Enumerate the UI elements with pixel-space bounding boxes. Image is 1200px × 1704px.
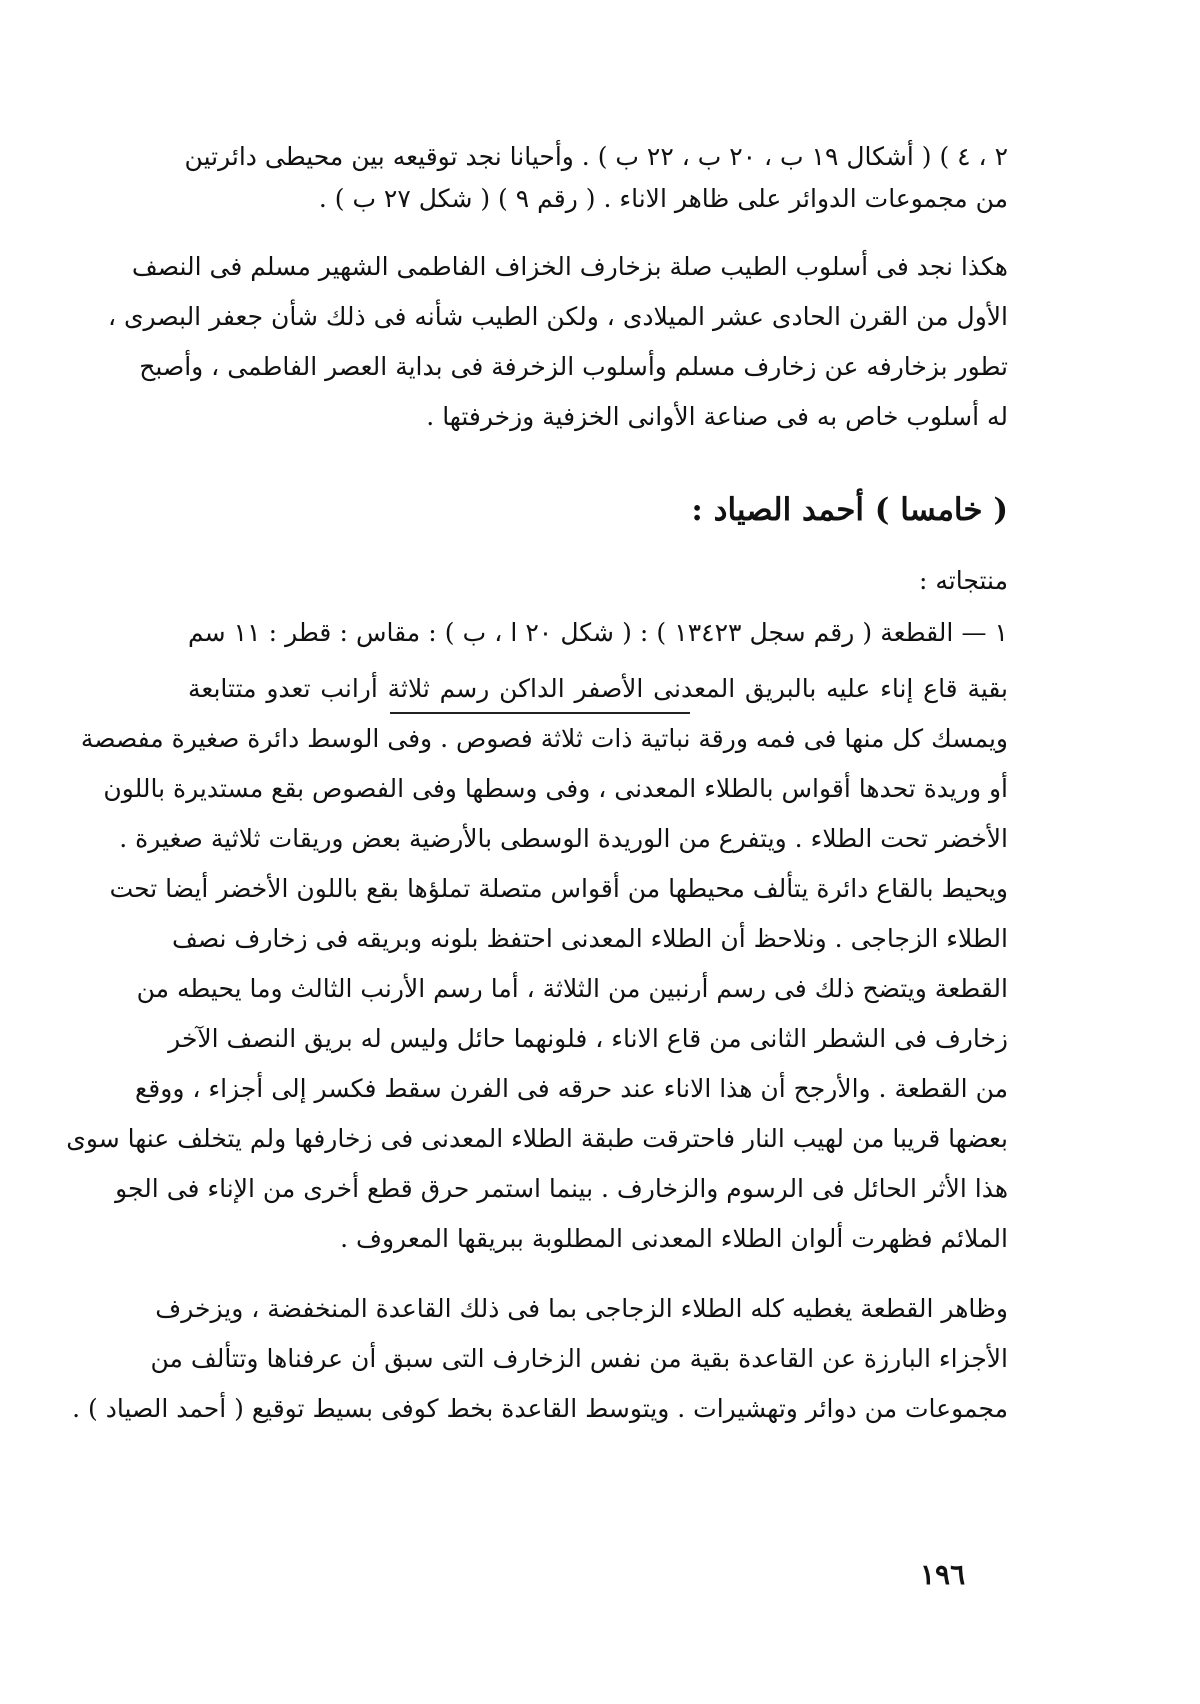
paragraph-tayyib — [107, 250, 1008, 450]
text-line: بقية قاع إناء عليه بالبريق المعدنى الأصفر الداكن رسم ثلاثة أرانب تعدو متتابعة — [188, 674, 1008, 703]
text-line: بعضها قريبا من لهيب النار فاحترقت طبقة الطلاء المعدنى فى زخارفها ولم يتخلف عنها سوى — [66, 1124, 1008, 1153]
text-line: له أسلوب خاص به فى صناعة الأوانى الخزفية وزخرفتها . — [426, 402, 1008, 431]
text-line: من القطعة . والأرجح أن هذا الاناء عند حرقه فى الفرن سقط فكسر إلى أجزاء ، ووقع — [134, 1074, 1008, 1103]
section-heading: ( خامسا ) أحمد الصياد : — [691, 492, 1008, 528]
text-line: تطور بزخارفه عن زخارف مسلم وأسلوب الزخرفة فى بداية العصر الفاطمى ، وأصبح — [139, 352, 1008, 381]
paragraph-intro — [184, 140, 1008, 220]
text-line: القطعة ويتضح ذلك فى رسم أرنبين من الثلاثة ، أما رسم الأرنب الثالث وما يحيطه من — [136, 974, 1008, 1003]
text-line: هكذا نجد فى أسلوب الطيب صلة بزخارف الخزاف الفاطمى الشهير مسلم فى النصف — [131, 252, 1008, 281]
paragraph-exterior — [72, 1292, 1008, 1452]
text-line: الطلاء الزجاجى . ونلاحظ أن الطلاء المعدنى احتفظ بلونه وبريقه فى زخارف نصف — [171, 924, 1008, 953]
text-line: مجموعات من دوائر وتهشيرات . ويتوسط القاعدة بخط كوفى بسيط توقيع ( أحمد الصياد ) . — [72, 1394, 1008, 1423]
text-line: ٢ ، ٤ ) ( أشكال ١٩ ب ، ٢٠ ب ، ٢٢ ب ) . وأحيانا نجد توقيعه بين محيطى دائرتين — [184, 142, 1008, 171]
text-line: الملائم فظهرت ألوان الطلاء المعدنى المطلوبة ببريقها المعروف . — [340, 1224, 1008, 1253]
text-line: ويمسك كل منها فى فمه ورقة نباتية ذات ثلاثة فصوص . وفى الوسط دائرة صغيرة مفصصة — [80, 724, 1008, 753]
text-line: زخارف فى الشطر الثانى من قاع الاناء ، فلونهما حائل وليس له بريق النصف الآخر — [168, 1024, 1008, 1053]
text-line: هذا الأثر الحائل فى الرسوم والزخارف . بينما استمر حرق قطع أخرى من الإناء فى الجو — [115, 1174, 1008, 1203]
item-entry: ١ — القطعة ( رقم سجل ١٣٤٢٣ ) : ( شكل ٢٠ ا ، ب ) : مقاس : قطر : ١١ سم — [188, 618, 1008, 647]
products-label: منتجاته : — [919, 566, 1008, 595]
page-number: ١٩٦ — [920, 1558, 966, 1591]
text-line: الأخضر تحت الطلاء . ويتفرع من الوريدة الوسطى بالأرضية بعض وريقات ثلاثية صغيرة . — [119, 824, 1008, 853]
text-line: الأجزاء البارزة عن القاعدة بقية من نفس الزخارف التى سبق أن عرفناها وتتألف من — [150, 1344, 1008, 1373]
text-line: أو وريدة تحدها أقواس بالطلاء المعدنى ، وفى وسطها وفى الفصوص بقع مستديرة باللون — [103, 774, 1008, 803]
text-line: الأول من القرن الحادى عشر الميلادى ، ولكن الطيب شأنه فى ذلك شأن جعفر البصرى ، — [107, 302, 1008, 331]
text-line: ويحيط بالقاع دائرة يتألف محيطها من أقواس متصلة تملؤها بقع باللون الأخضر أيضا تحت — [109, 874, 1008, 903]
paragraph-piece — [66, 672, 1008, 1253]
text-line: وظاهر القطعة يغطيه كله الطلاء الزجاجى بما فى ذلك القاعدة المنخفضة ، ويزخرف — [155, 1294, 1008, 1323]
text-line: من مجموعات الدوائر على ظاهر الاناء . ( رقم ٩ ) ( شكل ٢٧ ب ) . — [318, 184, 1008, 213]
